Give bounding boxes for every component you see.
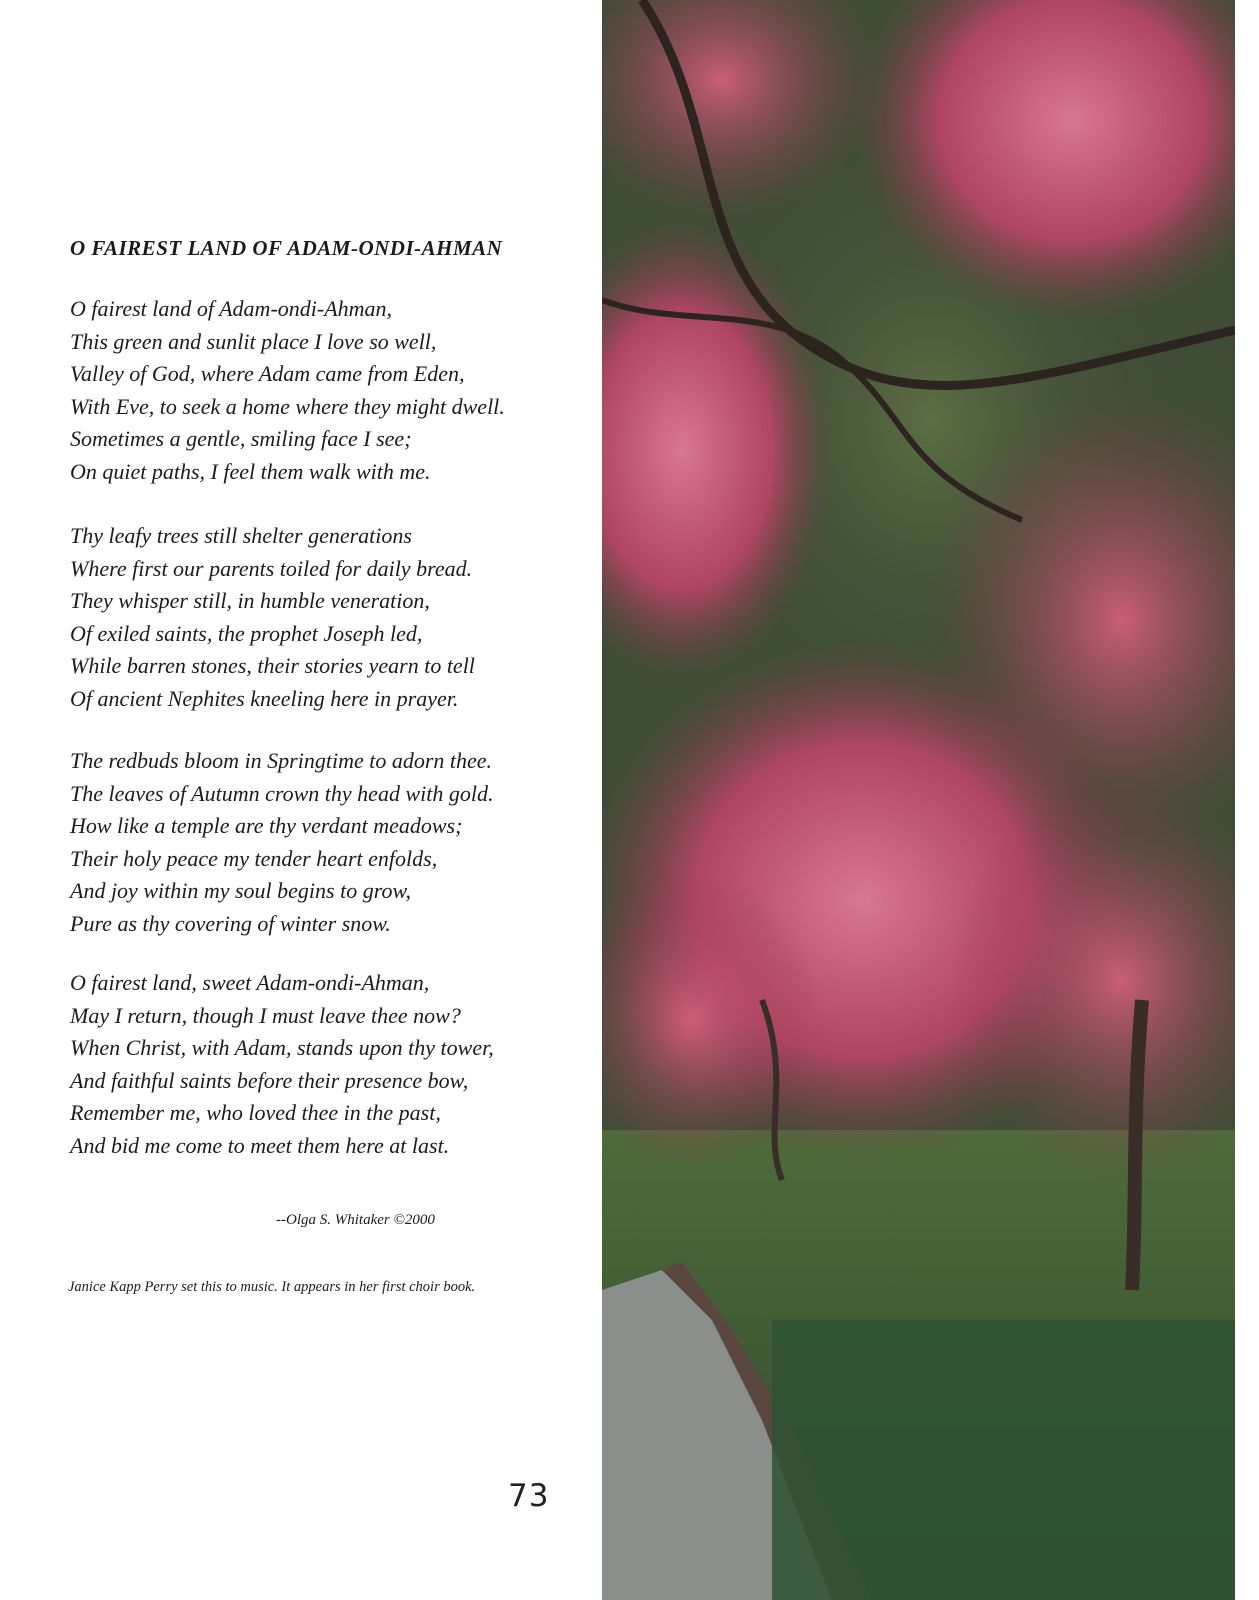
- poem-line: Remember me, who loved thee in the past,: [70, 1100, 441, 1126]
- redbud-trees-image: [602, 0, 1235, 1600]
- poem-line: And bid me come to meet them here at last.: [70, 1132, 450, 1158]
- poem-line: O fairest land, sweet Adam-ondi-Ahman,: [70, 970, 430, 995]
- poem-line: Their holy peace my tender heart enfolds,: [70, 845, 438, 871]
- poem-line: While barren stones, their stories yearn to tell: [70, 653, 475, 679]
- poem-line: When Christ, with Adam, stands upon thy tower,: [70, 1035, 494, 1061]
- stanza-4: [70, 967, 494, 1163]
- poem-line: May I return, though I must leave thee now?: [70, 1002, 461, 1028]
- poem-line: Sometimes a gentle, smiling face I see;: [70, 426, 412, 452]
- poem-attribution: --Olga S. Whitaker ©2000: [276, 1212, 435, 1228]
- poem-line: Where first our parents toiled for daily bread.: [70, 555, 473, 581]
- poem-line: Thy leafy trees still shelter generations: [70, 523, 412, 548]
- stanza-1: [70, 293, 505, 489]
- poem-line: And joy within my soul begins to grow,: [70, 878, 411, 904]
- poem-line: O fairest land of Adam-ondi-Ahman,: [70, 296, 393, 321]
- page-number: 73: [508, 1478, 550, 1514]
- poem-line: Pure as thy covering of winter snow.: [70, 910, 391, 936]
- poem-line: Valley of God, where Adam came from Eden,: [70, 361, 465, 387]
- poem-line: Of ancient Nephites kneeling here in prayer.: [70, 685, 459, 711]
- poem-line: On quiet paths, I feel them walk with me.: [70, 458, 431, 484]
- poem-title: O FAIREST LAND OF ADAM-ONDI-AHMAN: [70, 236, 503, 260]
- poem-line: Of exiled saints, the prophet Joseph led,: [70, 620, 423, 646]
- poem-line: They whisper still, in humble veneration,: [70, 588, 430, 614]
- stanza-2: [70, 520, 475, 716]
- poem-line: This green and sunlit place I love so well,: [70, 328, 437, 354]
- poem-line: With Eve, to seek a home where they might dwell.: [70, 393, 505, 419]
- poem-line: And faithful saints before their presence bow,: [70, 1067, 469, 1093]
- stanza-3: [70, 745, 493, 941]
- poem-line: How like a temple are thy verdant meadows;: [70, 813, 463, 839]
- redbud-photo: [602, 0, 1235, 1600]
- poem-line: The leaves of Autumn crown thy head with gold.: [70, 780, 494, 806]
- poem-line: The redbuds bloom in Springtime to adorn thee.: [70, 748, 493, 773]
- music-note: Janice Kapp Perry set this to music. It appears in her first choir book.: [68, 1279, 476, 1295]
